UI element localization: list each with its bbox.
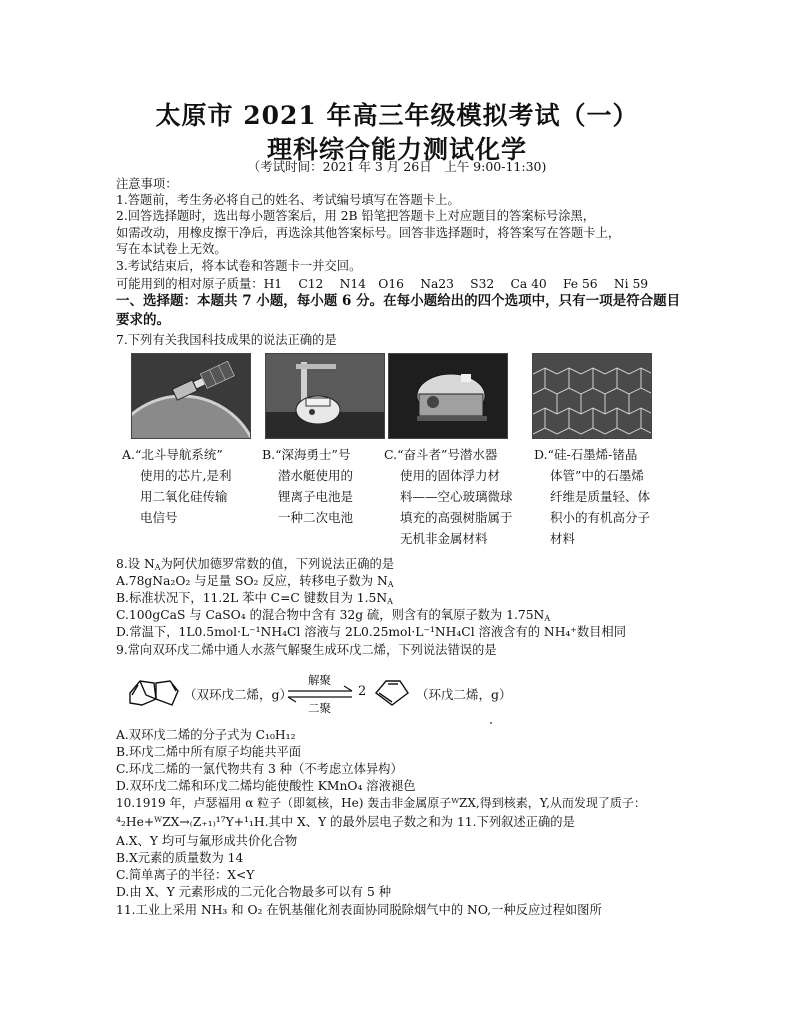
q7-option-a: [122, 444, 260, 528]
q7-d-line: 纤维是质量轻、体: [550, 489, 651, 504]
notice-item-2b: 如需改动，用橡皮擦干净后，再选涂其他答案标号。回答非选择题时，将答案写在答题卡上，: [116, 226, 621, 240]
q7-c-line: 使用的固体浮力材: [400, 468, 501, 483]
q9-option-c: C.环戊二烯的一氯代物共有 3 种（不考虑立体异构）: [116, 762, 403, 776]
dicyclopentadiene-structure: [130, 681, 178, 705]
q10-option-a: A.X、Y 均可与氟形成共价化合物: [116, 834, 298, 848]
q7-b-line: 锂离子电池是: [278, 489, 354, 504]
exam-subtitle: 理科综合能力测试化学: [266, 135, 527, 164]
q8-c-text: C.100gCaS 与 CaSO₄ 的混合物中含有 32g 硫，则含有的氧原子数为 1.75N: [116, 608, 545, 622]
q10-stem-tail: 其中 X、Y 的最外层电子数之和为 11.下列叙述正确的是: [268, 815, 575, 829]
q8-option-d: D.常温下，1L0.5mol·L⁻¹NH₄Cl 溶液与 2L0.25mol·L⁻¹NH₄Cl 溶液含有的 NH₄⁺数目相同: [116, 625, 627, 639]
q7-b-line: 一种二次电池: [278, 510, 354, 525]
section1-heading-1: 一、选择题：本题共 7 小题，每小题 6 分。在每小题给出的四个选项中，只有一项是符合题目: [116, 293, 681, 309]
nuclear-equation: ⁴₂He+ᵂZX→₍Z₊₁₎¹⁷Y+¹₁H.: [116, 815, 269, 829]
q8-stem-text: 8.设 N: [116, 557, 155, 571]
q7-c-line: 料——空心玻璃微球: [400, 489, 513, 504]
notice-item-2a: 2.回答选择题时，选出每小题答案后，用 2B 铅笔把答题卡上对应题目的答案标号涂黑，: [116, 209, 596, 223]
q7-b-line: 潜水艇使用的: [278, 468, 354, 483]
scan-speck: [490, 722, 492, 724]
q7-d-line: 体管”中的石墨烯: [550, 468, 644, 483]
q7-c-line: 无机非金属材料: [400, 531, 488, 546]
q7-d-line: D.“硅-石墨烯-锗晶: [534, 447, 638, 462]
cyclopentadiene-structure: [376, 681, 408, 705]
q10-stem: 10.1919 年，卢瑟福用 α 粒子（即氦核，He) 轰击非金属原子ᵂZX,得到核素，Y,从而发现了质子：: [116, 796, 646, 810]
q7-c-line: C.“奋斗者”号潜水器: [384, 447, 498, 462]
q8-b-text: B.标准状况下，11.2L 苯中 C=C 键数目为 1.5N: [116, 591, 388, 605]
q8-a-text: A.78gNa₂O₂ 与足量 SO₂ 反应，转移电子数为 N: [116, 574, 388, 588]
q8-a-sub: A: [387, 580, 394, 589]
q10-equation: [116, 814, 736, 831]
atomic-masses: 可能用到的相对原子质量：H1 C12 N14 O16 Na23 S32 Ca 40 Fe 56 Ni 59: [116, 277, 649, 291]
section1-heading-2: 要求的。: [116, 312, 170, 328]
notice-item-1: 1.答题前，考生务必将自己的姓名、考试编号填写在答题卡上。: [116, 193, 460, 207]
q7-option-b: [262, 444, 400, 528]
q8-stem-sub: A: [154, 563, 161, 572]
q7-option-d: [534, 444, 684, 549]
q7-d-line: 积小的有机高分子: [550, 510, 651, 525]
q9-option-d: D.双环戊二烯和环戊二烯均能使酸性 KMnO₄ 溶液褪色: [116, 779, 416, 793]
graphene-photo: [532, 353, 652, 439]
exam-time: （考试时间：2021 年 3 月 26日 上午 9:00-11:30): [247, 159, 547, 174]
q10-option-b: B.X元素的质量数为 14: [116, 851, 244, 865]
q9-option-a: A.双环戊二烯的分子式为 C₁₀H₁₂: [116, 728, 296, 742]
notice-heading: 注意事项：: [116, 177, 178, 191]
submersible-photo: [265, 353, 385, 439]
q9-option-b: B.环戊二烯中所有原子均能共平面: [116, 745, 302, 759]
scheme-forward-label: 解聚: [308, 673, 331, 687]
q11-stem: 11.工业上采用 NH₃ 和 O₂ 在钒基催化剂表面协同脱除烟气中的 NO,一种反应过程如图所: [116, 903, 602, 917]
q7-stem: 7.下列有关我国科技成果的说法正确的是: [116, 333, 337, 347]
q10-option-d: D.由 X、Y 元素形成的二元化合物最多可以有 5 种: [116, 885, 392, 899]
satellite-photo: [131, 353, 251, 439]
q7-a-line: 电信号: [140, 510, 178, 525]
q7-d-line: 材料: [550, 531, 576, 546]
q7-option-c: [384, 444, 529, 549]
q7-a-line: 使用的芯片,是利: [140, 468, 232, 483]
scheme-left-label: （双环戊二烯，g）: [184, 687, 293, 702]
reaction-scheme: [116, 673, 636, 715]
scheme-right-label: （环戊二烯，g）: [416, 687, 512, 702]
q10-option-c: C.简单离子的半径：X<Y: [116, 868, 255, 882]
q7-a-line: A.“北斗导航系统”: [122, 447, 223, 462]
q7-b-line: B.“深海勇士”号: [262, 447, 351, 462]
notice-item-3: 3.考试结束后，将本试卷和答题卡一并交回。: [116, 259, 362, 273]
scheme-coefficient: 2: [358, 684, 367, 699]
q9-stem: 9.常向双环戊二烯中通人水蒸气解聚生成环戊二烯，下列说法错误的是: [116, 643, 497, 657]
q8-stem-tail: 为阿伏加德罗常数的值，下列说法正确的是: [160, 557, 395, 571]
scheme-reverse-label: 二聚: [308, 701, 331, 715]
deep-submersible-photo: [388, 353, 508, 439]
exam-title: 太原市 2021 年高三年级模拟考试（一）: [155, 101, 639, 130]
q7-a-line: 用二氧化硅传输: [140, 489, 228, 504]
q8-c-sub: A: [544, 614, 551, 623]
q8-b-sub: A: [387, 597, 393, 606]
q7-c-line: 填充的高强树脂属于: [400, 510, 513, 525]
notice-item-2c: 写在本试卷上无效。: [116, 242, 227, 256]
